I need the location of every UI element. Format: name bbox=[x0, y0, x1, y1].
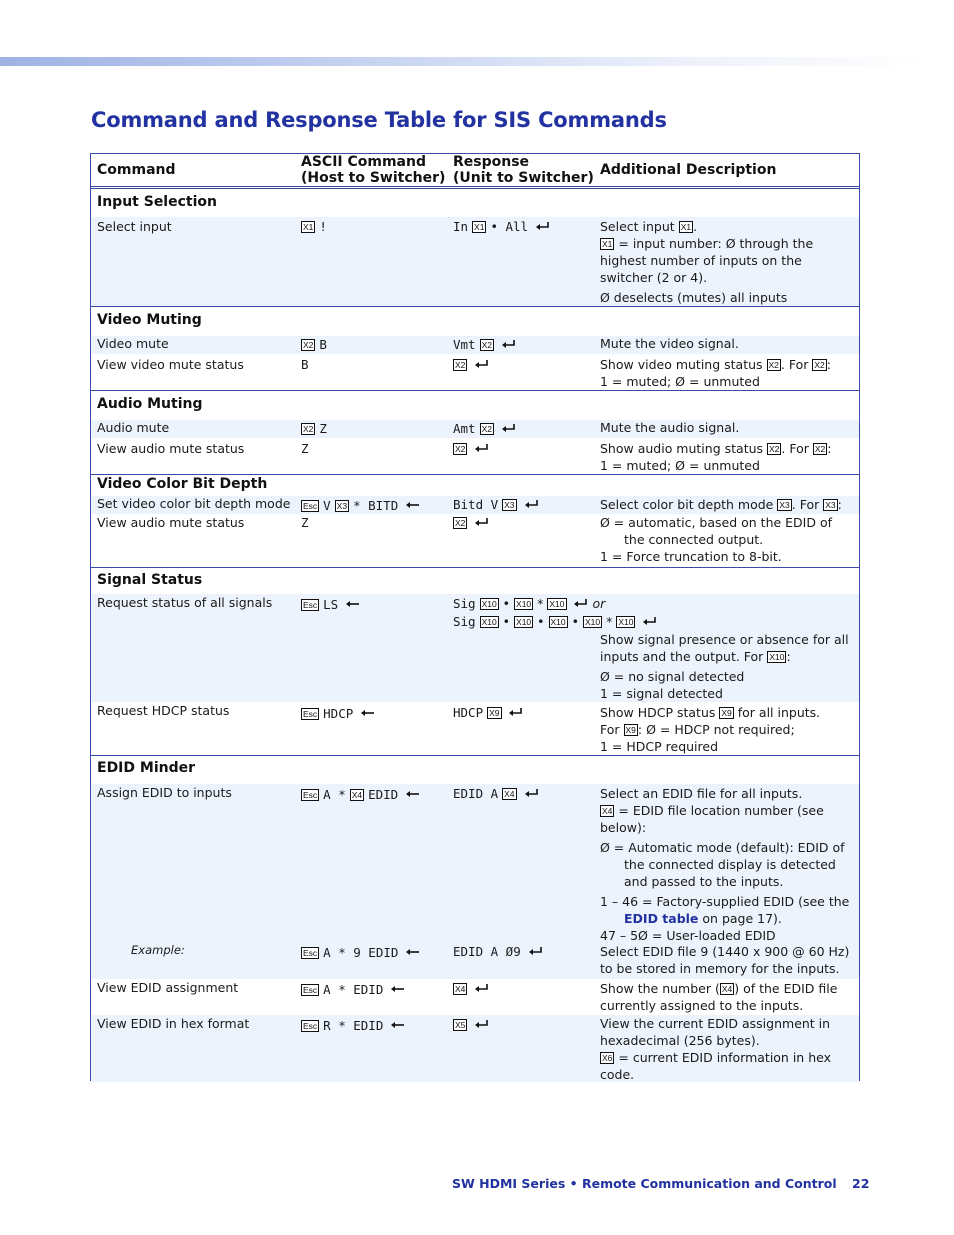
ascii-cell: X2 Z bbox=[303, 421, 327, 436]
header-response: Response (Unit to Switcher) bbox=[453, 154, 594, 186]
variable-box: X2 bbox=[303, 424, 314, 434]
description-cell: Show the number ( X4 ) of the EDID file currently assigned to the inputs. bbox=[600, 981, 838, 1013]
section-title: Video Color Bit Depth bbox=[97, 476, 268, 492]
description-cell: Show video muting status X2 . For X2 : 1 = muted; Ø = unmuted bbox=[600, 357, 832, 389]
description-cell: Select input X1 . X1 = input number: Ø through the highest number of inputs on the switcher (2 or 4). Ø deselects (mutes) all inputs bbox=[600, 219, 814, 305]
ascii-cell: Esc A * EDID bbox=[301, 980, 405, 998]
response-cell bbox=[453, 356, 489, 374]
return-icon bbox=[474, 1017, 489, 1034]
return-icon bbox=[474, 981, 489, 998]
variable-box: X5 bbox=[455, 1020, 466, 1030]
return-icon bbox=[524, 497, 539, 514]
section-title: Audio Muting bbox=[97, 396, 203, 412]
esc-key-box: Esc bbox=[303, 985, 318, 995]
description-cell: Select EDID file 9 (1440 x 900 @ 60 Hz) to be stored in memory for the inputs. bbox=[600, 944, 850, 976]
response-cell: EDID A Ø9 bbox=[453, 943, 543, 961]
command-cell: Select input bbox=[97, 219, 172, 234]
variable-box: X10 bbox=[516, 617, 532, 627]
variable-box: X2 bbox=[769, 444, 780, 454]
section-title: Input Selection bbox=[97, 194, 217, 210]
variable-box: X4 bbox=[455, 984, 466, 994]
response-cell bbox=[453, 514, 489, 532]
variable-box: X10 bbox=[516, 599, 532, 609]
return-icon bbox=[642, 614, 657, 631]
ascii-cell: Esc R * EDID bbox=[301, 1016, 405, 1034]
section-video-color-bit-depth bbox=[91, 474, 859, 568]
return-icon bbox=[474, 515, 489, 532]
ascii-cell: Z bbox=[301, 441, 309, 456]
sis-command-table bbox=[90, 153, 860, 1081]
response-cell bbox=[453, 440, 489, 458]
variable-box: X2 bbox=[455, 360, 466, 370]
return-icon bbox=[501, 337, 516, 354]
variable-box: X4 bbox=[721, 984, 733, 994]
description-cell: Mute the audio signal. bbox=[600, 420, 740, 435]
variable-box: X3 bbox=[825, 500, 836, 510]
ascii-cell: X2 B bbox=[303, 337, 327, 352]
description-cell: Show HDCP status X9 for all inputs. For X9 : Ø = HDCP not required; 1 = HDCP required bbox=[600, 705, 821, 754]
page-number: 22 bbox=[852, 1176, 870, 1191]
footer-title: SW HDMI Series • Remote Communication and Control bbox=[452, 1176, 837, 1191]
variable-box: X1 bbox=[474, 222, 485, 232]
variable-box: X4 bbox=[504, 789, 515, 799]
ascii-cell: Esc HDCP bbox=[301, 704, 375, 722]
header-command: Command bbox=[97, 162, 176, 178]
carriage-return-arrow-icon bbox=[405, 785, 420, 802]
variable-box: X1 bbox=[680, 222, 692, 232]
esc-key-box: Esc bbox=[303, 948, 318, 958]
section-audio-muting bbox=[91, 390, 859, 475]
response-cell: Sig X10 • X10 * X10 or Sig X10 • X10 • X10 • X10 * X10 bbox=[453, 595, 657, 631]
esc-key-box: Esc bbox=[303, 501, 318, 511]
variable-box: X2 bbox=[455, 444, 466, 454]
edid-table-link[interactable]: EDID table bbox=[624, 911, 699, 926]
esc-key-box: Esc bbox=[303, 600, 318, 610]
description-cell: Show signal presence or absence for all inputs and the output. For X10 : Ø = no signal detected 1 = signal detected bbox=[600, 632, 849, 701]
variable-box: X10 bbox=[481, 617, 497, 627]
command-cell: Video mute bbox=[97, 336, 169, 351]
carriage-return-arrow-icon bbox=[405, 943, 420, 960]
section-title: Video Muting bbox=[97, 312, 202, 328]
variable-box: X3 bbox=[779, 500, 790, 510]
variable-box: X10 bbox=[481, 599, 497, 609]
ascii-cell: Esc A * X4 EDID bbox=[301, 785, 420, 803]
variable-box: X9 bbox=[489, 708, 500, 718]
return-icon bbox=[474, 441, 489, 458]
command-cell: Assign EDID to inputs bbox=[97, 785, 232, 800]
section-input-selection bbox=[91, 188, 859, 307]
ascii-cell: Esc V X3 * BITD bbox=[301, 496, 420, 514]
response-cell: Vmt X2 bbox=[453, 336, 516, 354]
return-icon bbox=[535, 219, 550, 236]
description-cell: Select an EDID file for all inputs. X4 = EDID file location number (see below): Ø = Automatic mode (default): EDID of the connected display is detected and passed to the inputs. 1 – 46 = Factory-supplied EDID (see the EDID table on page 17). 47 – 5Ø = User-loaded EDID bbox=[600, 786, 850, 943]
return-icon bbox=[528, 944, 543, 961]
variable-box: X2 bbox=[455, 518, 466, 528]
description-cell: Mute the video signal. bbox=[600, 336, 739, 351]
response-cell: In X1 • All bbox=[453, 218, 550, 236]
description-cell: Select color bit depth mode X3 . For X3 : bbox=[600, 497, 842, 512]
carriage-return-arrow-icon bbox=[345, 595, 360, 612]
page-title: Command and Response Table for SIS Commands bbox=[91, 108, 667, 132]
esc-key-box: Esc bbox=[303, 790, 318, 800]
variable-box: X2 bbox=[481, 424, 492, 434]
esc-key-box: Esc bbox=[303, 709, 318, 719]
variable-box: X4 bbox=[602, 806, 613, 816]
section-title: EDID Minder bbox=[97, 760, 196, 776]
variable-box: X1 bbox=[303, 222, 314, 232]
header-gradient-bar bbox=[0, 57, 930, 66]
variable-box: X3 bbox=[504, 500, 515, 510]
command-cell: View video mute status bbox=[97, 357, 244, 372]
example-label: Example: bbox=[131, 943, 185, 957]
variable-box: X10 bbox=[584, 617, 601, 627]
description-cell: Ø = automatic, based on the EDID of the connected output. 1 = Force truncation to 8-bit. bbox=[600, 515, 833, 564]
response-cell bbox=[453, 980, 489, 998]
section-title: Signal Status bbox=[97, 572, 203, 588]
variable-box: X9 bbox=[625, 725, 636, 735]
command-cell: View EDID assignment bbox=[97, 980, 239, 995]
variable-box: X2 bbox=[303, 340, 314, 350]
header-description: Additional Description bbox=[600, 162, 777, 178]
variable-box: X3 bbox=[336, 501, 348, 511]
command-cell: Request HDCP status bbox=[97, 703, 230, 718]
variable-box: X6 bbox=[602, 1053, 613, 1063]
variable-box: X2 bbox=[768, 360, 779, 370]
command-cell: View audio mute status bbox=[97, 441, 245, 456]
command-cell: Request status of all signals bbox=[97, 595, 273, 610]
esc-key-box: Esc bbox=[303, 1021, 318, 1031]
command-cell: View EDID in hex format bbox=[97, 1016, 250, 1031]
ascii-cell: Esc LS bbox=[301, 595, 360, 613]
variable-box: X4 bbox=[351, 790, 363, 800]
section-edid-minder bbox=[91, 755, 859, 1082]
return-icon bbox=[474, 357, 489, 374]
variable-box: X10 bbox=[550, 617, 566, 627]
ascii-cell: B bbox=[301, 357, 309, 372]
carriage-return-arrow-icon bbox=[405, 496, 420, 513]
return-icon bbox=[501, 421, 516, 438]
ascii-cell: Esc A * 9 EDID bbox=[301, 943, 420, 961]
variable-box: X2 bbox=[481, 340, 492, 350]
command-cell: View audio mute status bbox=[97, 515, 245, 530]
carriage-return-arrow-icon bbox=[390, 980, 405, 997]
variable-box: X10 bbox=[549, 599, 565, 609]
table-header bbox=[91, 154, 859, 187]
ascii-cell: Z bbox=[301, 515, 309, 530]
description-cell: Show audio muting status X2 . For X2 : 1 = muted; Ø = unmuted bbox=[600, 441, 832, 473]
variable-box: X10 bbox=[618, 617, 634, 627]
response-cell: Bitd V X3 bbox=[453, 496, 539, 514]
variable-box: X10 bbox=[769, 652, 785, 662]
description-cell: View the current EDID assignment in hexadecimal (256 bytes). X6 = current EDID information in hex code. bbox=[600, 1016, 831, 1082]
carriage-return-arrow-icon bbox=[360, 704, 375, 721]
variable-box: X2 bbox=[814, 360, 825, 370]
variable-box: X9 bbox=[721, 708, 732, 718]
command-cell: Set video color bit depth mode bbox=[97, 496, 291, 511]
section-signal-status bbox=[91, 567, 859, 756]
return-icon bbox=[524, 786, 539, 803]
response-cell: HDCP X9 bbox=[453, 704, 523, 722]
section-video-muting bbox=[91, 306, 859, 391]
response-cell: Amt X2 bbox=[453, 420, 516, 438]
command-cell: Audio mute bbox=[97, 420, 170, 435]
variable-box: X1 bbox=[602, 239, 613, 249]
return-icon bbox=[573, 596, 588, 613]
response-cell: EDID A X4 bbox=[453, 785, 539, 803]
variable-box: X2 bbox=[814, 444, 826, 454]
carriage-return-arrow-icon bbox=[390, 1016, 405, 1033]
return-icon bbox=[508, 705, 523, 722]
ascii-cell: X1 ! bbox=[303, 219, 327, 234]
header-ascii: ASCII Command (Host to Switcher) bbox=[301, 154, 446, 186]
response-cell bbox=[453, 1016, 489, 1034]
